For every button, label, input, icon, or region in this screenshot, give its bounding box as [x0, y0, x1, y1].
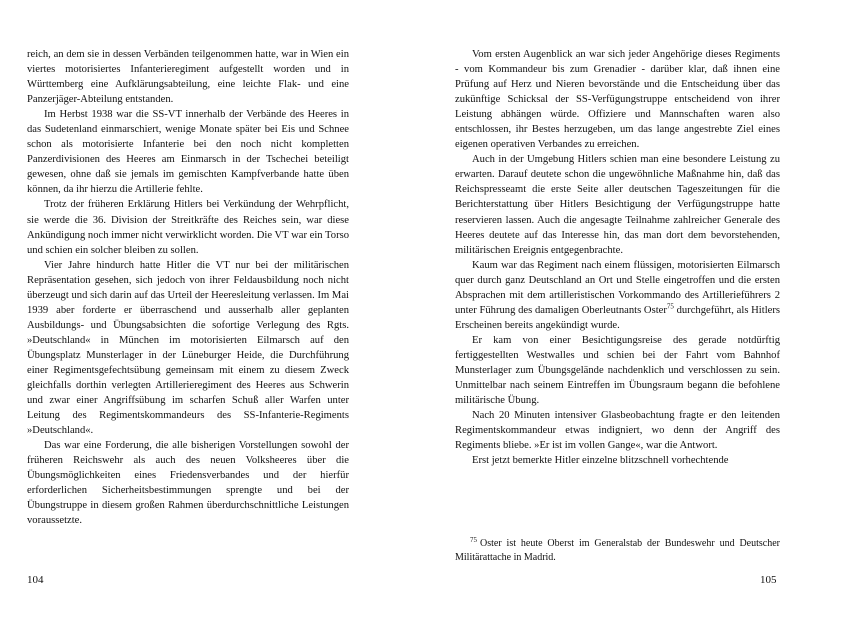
page-number: 105 [760, 574, 777, 586]
left-page [27, 47, 349, 529]
paragraph-text: Kaum war das Regiment nach einem flüssigen, motorisierten Eilmarsch quer durch ganz Deutschland an Ort und Stelle eingetroffen und die ersten Absprachen mit dem artilleristischen Vorkommando des Artillerieführers 2 unter Führung des damaligen Oberleutnants Oster [455, 259, 780, 316]
paragraph [455, 258, 780, 333]
paragraph-text-tail: durchgeführt, als Hitlers Erscheinen bereits angekündigt wurde. [455, 304, 780, 331]
paragraph: Er kam von einer Besichtigungsreise des gerade notdürftig fertiggestellten Westwalles und schien bei der Fahrt vom Bahnhof Munsterlager zum Übungsgelände nachdenklich und verschlossen zu sein. Unmittelbar nach seinem Eintreffen im Übungsraum begann die befohlene militärische Übung. [455, 334, 780, 407]
footnote-reference: 75 [666, 302, 674, 311]
footnote-text: Oster ist heute Oberst im Generalstab der Bundeswehr und Deutscher Militärattache in Madrid. [455, 538, 780, 563]
paragraph: Im Herbst 1938 war die SS-VT innerhalb der Verbände des Heeres in das Sudetenland einmarschiert, wenige Monate später bei Eis und Schnee schon als motorisierte Infanterie bei den noch nicht kompletten Panzerdivisionen des Heeres am Einmarsch in der Tschechei beteiligt gewesen, ohne daß sie jemals im gemischten Kampfverbande hatte üben können, da ihr hierzu die Artillerie fehlte. [27, 109, 349, 196]
footnote [455, 537, 780, 565]
paragraph: Erst jetzt bemerkte Hitler einzelne blitzschnell vorhechtende [472, 455, 729, 467]
paragraph: reich, an dem sie in dessen Verbänden teilgenommen hatte, war in Wien ein viertes motorisiertes Infanterieregiment aufgestellt worden und in Württemberg eine Aufklärungsabteilung, eine leichte Flak- und eine Panzerjäger-Abteilung entstanden. [27, 49, 349, 106]
paragraph: Trotz der früheren Erklärung Hitlers bei Verkündung der Wehrpflicht, sie werde die 36. Division der Streitkräfte des Reiches sein, war diese Ankündigung noch immer nicht verwirklicht worden. Die VT war ein Torso und schien ein solcher bleiben zu sollen. [27, 199, 350, 256]
paragraph: Vier Jahre hindurch hatte Hitler die VT nur bei der militärischen Repräsentation gesehen, sich jedoch von ihrer Feldausbildung noch nicht überzeugt und sich darin auf das Urteil der Heeresleitung verlassen. Im Mai 1939 aber forderte er überraschend und ausserhalb aller geplanten Ausbildungs- und Übungsabsichten die sofortige Verlegung des Rgts. »Deutschland« in München im motorisierten Eilmarsch auf den Übungsplatz Munsterlager in der Lüneburger Heide, die Durchführung einer Regimentsgefechtsübung gemeinsam mit einem zu diesem Zweck gleichfalls dorthin verlegten Artillerieregiment des Heeres aus Schwerin und zwar einer Angriffsübung im scharfen Schuß aller Warfen unter Leitung des Regimentskommandeurs des SS-Infanterie-Regiments »Deutschland«. [27, 259, 349, 437]
paragraph: Das war eine Forderung, die alle bisherigen Vorstellungen sowohl der früheren Reichswehr als auch des neuen Volksheeres über die Übungsmöglichkeiten eines Friedensverbandes und der hierfür erforderlichen Sicherheitsbestimmungen sprengte und bei der Übungstruppe in diesem großen Rahmen überdurchschnittliche Leistungen voraussetzte. [27, 440, 349, 527]
page-number: 104 [27, 574, 44, 586]
right-page [455, 47, 780, 468]
paragraph: Vom ersten Augenblick an war sich jeder Angehörige dieses Regiments - vom Kommandeur bis zum Grenadier - darüber klar, daß ihnen eine Prüfung auf Herz und Nieren bevorstände und die Entscheidung über das zukünftige Schicksal der SS-Verfügungstruppe entscheidend von ihrer Leistung abhängen würde. Offiziere und Mannschaften waren also entschlossen, ihr Bestes herzugeben, um das lange angestrebte Ziel eines eigenen operativen Verbandes zu erreichen. [455, 49, 780, 151]
footnote-number: 75 [470, 535, 477, 544]
paragraph: Nach 20 Minuten intensiver Glasbeobachtung fragte er den leitenden Regimentskommandeur etwas indigniert, wo denn der Angriff des Regiments bliebe. »Er ist im vollen Gange«, war die Antwort. [455, 410, 780, 452]
paragraph: Auch in der Umgebung Hitlers schien man eine besondere Leistung zu erwarten. Darauf deutete schon die ungewöhnliche Maßnahme hin, daß das Reichspresseamt die erste Seite aller deutschen Tageszeitungen für die Berichterstattung über Hitlers Besichtigung der Verfügungstruppe hatte reservieren lassen. Auch die angesagte Teilnahme zahlreicher Generale des Heeres deutete auf das Interesse hin, das man dort dem bevorstehenden, militärischen Ereignis entgegenbrachte. [455, 154, 780, 256]
